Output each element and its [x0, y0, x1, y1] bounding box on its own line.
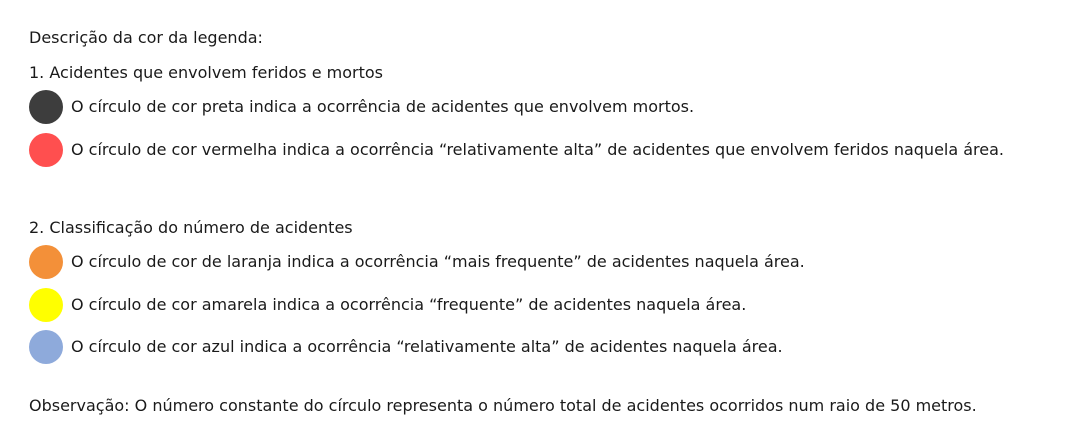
- black-circle-icon: [29, 90, 63, 124]
- legend-item-orange: [29, 245, 805, 279]
- red-circle-icon: [29, 133, 63, 167]
- legend-item-yellow: [29, 288, 746, 322]
- legend-item-red: [29, 133, 1004, 167]
- legend-item-blue: [29, 330, 783, 364]
- section-2-title: 2. Classificação do número de acidentes: [29, 218, 353, 237]
- section-1-title: 1. Acidentes que envolvem feridos e mortos: [29, 63, 383, 82]
- legend-item-text: O círculo de cor azul indica a ocorrência “relativamente alta” de acidentes naquela área.: [71, 337, 783, 356]
- legend-item-text: O círculo de cor preta indica a ocorrência de acidentes que envolvem mortos.: [71, 97, 695, 116]
- legend-heading: Descrição da cor da legenda:: [29, 28, 263, 47]
- observation-note: Observação: O número constante do círculo representa o número total de acidentes ocorridos num raio de 50 metros.: [29, 396, 977, 415]
- legend-item-text: O círculo de cor de laranja indica a ocorrência “mais frequente” de acidentes naquela área.: [71, 252, 805, 271]
- legend-item-text: O círculo de cor vermelha indica a ocorrência “relativamente alta” de acidentes que envolvem feridos naquela área.: [71, 140, 1005, 159]
- legend-item-text: O círculo de cor amarela indica a ocorrência “frequente” de acidentes naquela área.: [71, 295, 747, 314]
- yellow-circle-icon: [29, 288, 63, 322]
- legend-item-black: [29, 90, 694, 124]
- blue-circle-icon: [29, 330, 63, 364]
- orange-circle-icon: [29, 245, 63, 279]
